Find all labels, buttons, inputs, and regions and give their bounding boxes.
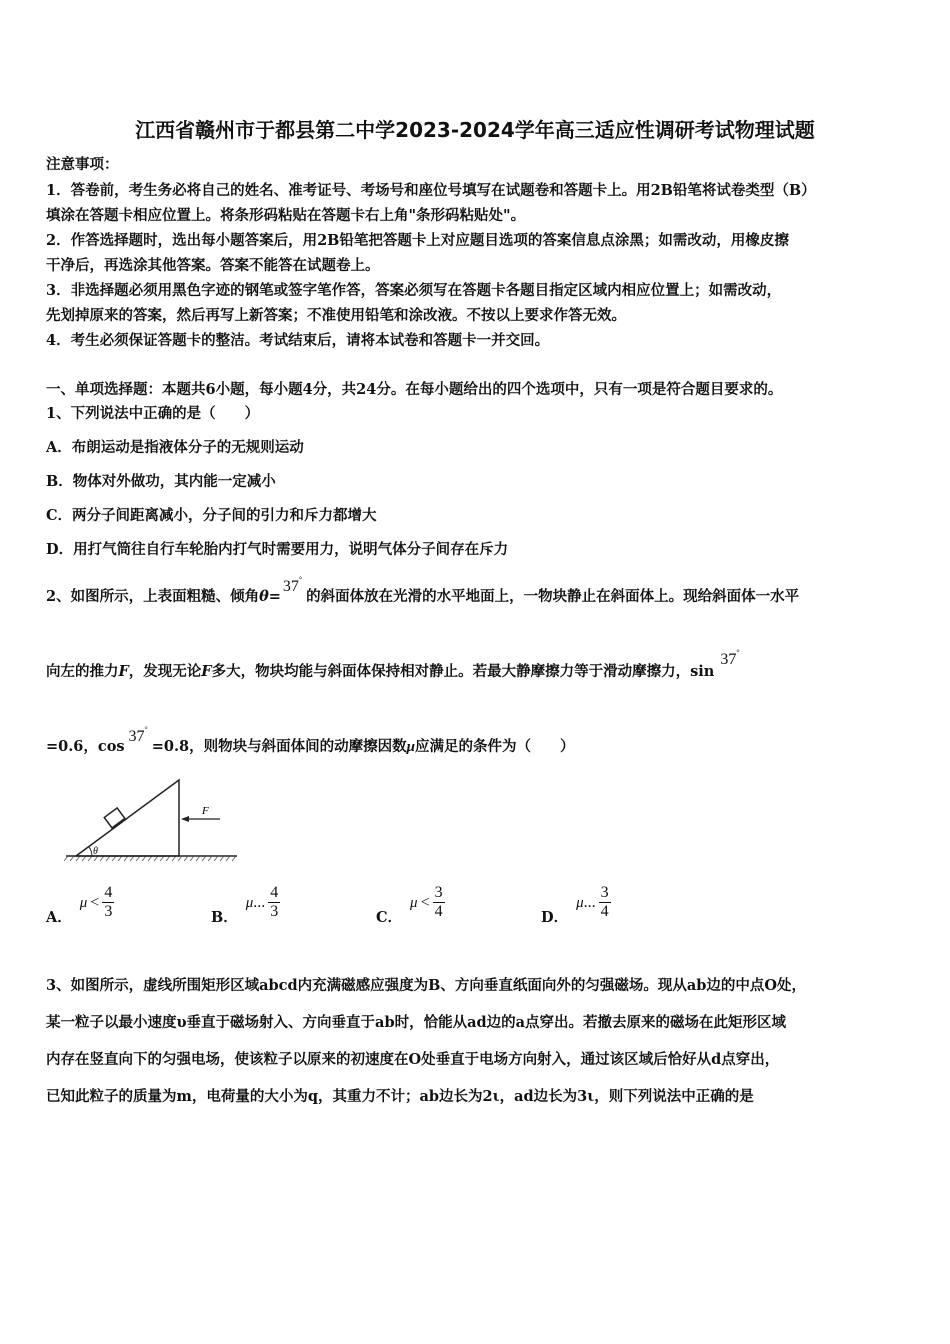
block	[104, 808, 125, 828]
notice-line: 2．作答选择题时，选出每小题答案后，用2B铅笔把答题卡上对应题目选项的答案信息点涂黑；如需改动，用橡皮擦	[46, 232, 789, 249]
incline-figure	[62, 772, 242, 864]
notice-heading: 注意事项：	[46, 156, 119, 173]
force-arrowhead	[181, 816, 189, 822]
q2-text: 的斜面体放在光滑的水平地面上，一物块静止在斜面体上。现给斜面体一水平	[306, 588, 800, 605]
q3-line: 已知此粒子的质量为m，电荷量的大小为q，其重力不计；ab边长为2ι，ad边长为3ι，则下列说法中正确的是	[46, 1088, 754, 1105]
section-heading: 一、单项选择题：本题共6小题，每小题4分，共24分。在每小题给出的四个选项中，只有一项是符合题目要求的。	[46, 381, 783, 398]
notice-line: 3．非选择题必须用黑色字迹的钢笔或签字笔作答，答案必须写在答题卡各题目指定区域内相应位置上；如需改动，	[46, 282, 782, 299]
q2-line-3: =0.6，cos37°=0.8，则物块与斜面体间的动摩擦因数μ应满足的条件为（ ）	[46, 725, 575, 755]
q3-line: 内存在竖直向下的匀强电场，使该粒子以原来的初速度在O处垂直于电场方向射入，通过该区域后恰好从d点穿出，	[46, 1051, 780, 1068]
notice-line: 填涂在答题卡相应位置上。将条形码粘贴在答题卡右上角"条形码粘贴处"。	[46, 207, 526, 224]
q1-option-a: A．布朗运动是指液体分子的无规则运动	[46, 439, 304, 456]
incline-triangle	[76, 780, 179, 856]
q2-line-1	[46, 575, 800, 606]
q2-option-c: C．μ < $\frac{3}{4}$	[376, 884, 443, 926]
page-title: 江西省赣州市于都县第二中学2023-2024学年高三适应性调研考试物理试题	[135, 118, 815, 142]
q3-line: 3、如图所示，虚线所围矩形区域abcd内充满磁感应强度为B、方向垂直纸面向外的匀强磁场。现从ab边的中点O处，	[46, 977, 807, 994]
q2-angle: 37°	[128, 725, 148, 745]
q2-angle: 37°	[282, 575, 303, 595]
notice-line: 干净后，再选涂其他答案。答案不能答在试题卷上。	[46, 257, 380, 274]
q1-option-c: C．两分子间距离减小，分子间的引力和斥力都增大	[46, 507, 377, 524]
q1-option-b: B．物体对外做功，其内能一定减小	[46, 473, 276, 490]
q2-line-2: 向左的推力F，发现无论F多大，物块均能与斜面体保持相对静止。若最大静摩擦力等于滑动摩擦力，sin37°	[46, 648, 740, 680]
q1-stem: 1、下列说法中正确的是（ ）	[46, 405, 260, 422]
notice-line: 先划掉原来的答案，然后再写上新答案；不准使用铅笔和涂改液。不按以上要求作答无效。	[46, 307, 626, 324]
theta-label: θ	[93, 846, 98, 857]
notice-line: 1．答卷前，考生务必将自己的姓名、准考证号、考场号和座位号填写在试题卷和答题卡上。用2B铅笔将试卷类型（B）	[46, 182, 816, 199]
q2-theta: θ=	[259, 588, 281, 605]
q2-angle: 37°	[720, 648, 740, 668]
angle-arc	[89, 847, 92, 856]
q2-option-a: A．μ < $\frac{4}{3}$	[46, 884, 113, 926]
q2-option-d: D．μ... $\frac{3}{4}$	[541, 884, 609, 926]
q2-text: 2、如图所示，上表面粗糙、倾角	[46, 588, 260, 605]
q1-option-d: D．用打气筒往自行车轮胎内打气时需要用力，说明气体分子间存在斥力	[46, 541, 509, 558]
notice-line: 4．考生必须保证答题卡的整洁。考试结束后，请将本试卷和答题卡一并交回。	[46, 332, 550, 349]
q2-option-b: B．μ... $\frac{4}{3}$	[211, 884, 279, 926]
q3-line: 某一粒子以最小速度υ垂直于磁场射入、方向垂直于ab时，恰能从ad边的a点穿出。若撤去原来的磁场在此矩形区域	[46, 1014, 787, 1031]
force-label: F	[202, 805, 209, 817]
